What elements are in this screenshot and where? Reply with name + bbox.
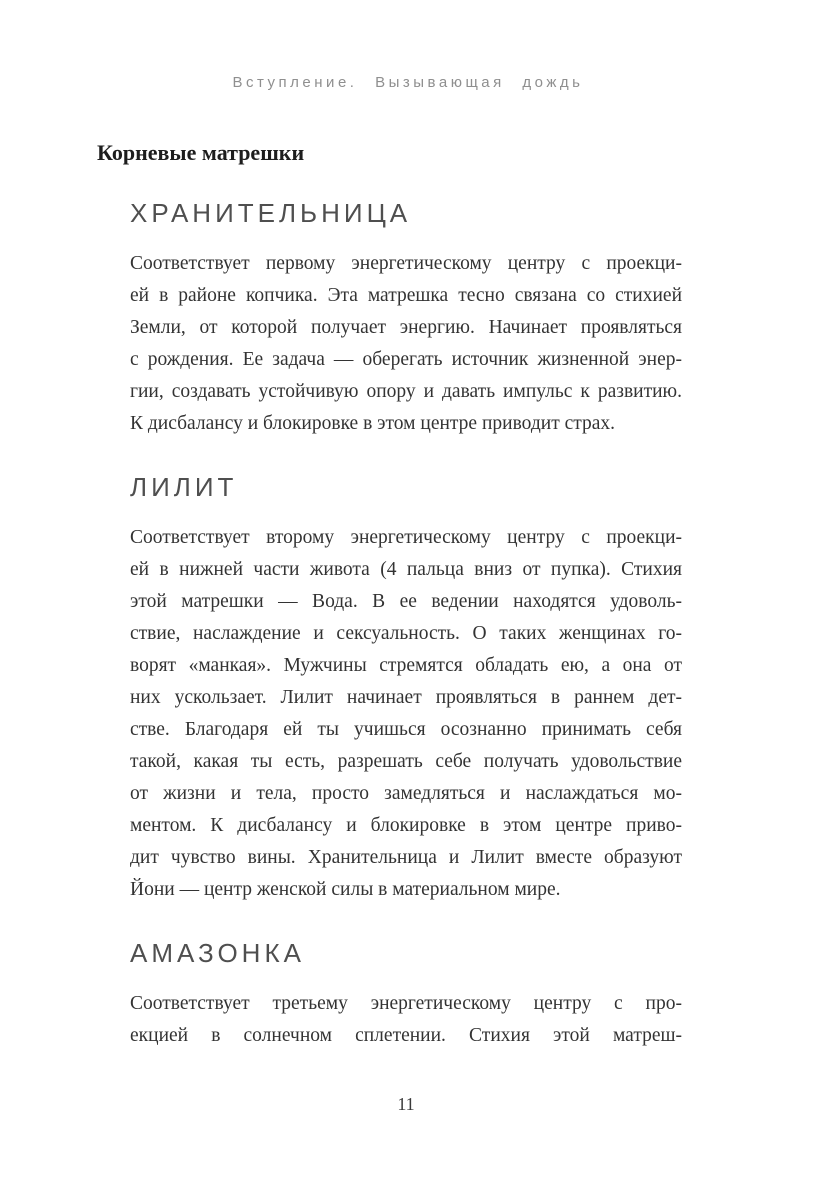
section-heading: АМАЗОНКА (130, 938, 305, 968)
section-heading: ЛИЛИТ (130, 472, 238, 502)
paragraph-line: Йони — центр женской силы в материальном мире. (130, 879, 561, 900)
section-paragraph (130, 522, 682, 906)
section-paragraph (130, 248, 682, 440)
paragraph-line: ствие, наслаждение и сексуальность. О таких женщинах го- (130, 623, 682, 644)
section-khranitelnitsa (130, 198, 682, 440)
section-paragraph (130, 988, 682, 1052)
section-lilit (130, 472, 682, 906)
paragraph-line: дит чувство вины. Хранительница и Лилит вместе образуют (130, 847, 682, 868)
paragraph-line: екцией в солнечном сплетении. Стихия этой матреш- (130, 1025, 682, 1046)
running-header: Вступление. Вызывающая дождь (232, 74, 584, 91)
paragraph-line: ментом. К дисбалансу и блокировке в этом центре приво- (130, 815, 682, 836)
section-heading: ХРАНИТЕЛЬНИЦА (130, 198, 412, 228)
paragraph-line: ей в районе копчика. Эта матрешка тесно связана со стихией (130, 285, 682, 306)
text-block (130, 198, 682, 1052)
paragraph-line: этой матрешки — Вода. В ее ведении находятся удоволь- (130, 591, 682, 612)
paragraph-line: ворят «манкая». Мужчины стремятся обладать ею, а она от (130, 655, 682, 676)
paragraph-line: них ускользает. Лилит начинает проявляться в раннем дет- (130, 687, 682, 708)
paragraph-line: К дисбалансу и блокировке в этом центре приводит страх. (130, 413, 616, 434)
paragraph-line: Земли, от которой получает энергию. Начинает проявляться (130, 317, 682, 338)
paragraph-line: Соответствует третьему энергетическому центру с про- (130, 993, 682, 1014)
paragraph-line: Соответствует второму энергетическому центру с проекци- (130, 527, 682, 548)
section-amazonka (130, 938, 682, 1052)
paragraph-line: такой, какая ты есть, разрешать себе получать удовольствие (130, 751, 682, 772)
page-number: 11 (397, 1094, 415, 1114)
paragraph-line: ей в нижней части живота (4 пальца вниз от пупка). Стихия (130, 559, 682, 580)
paragraph-line: стве. Благодаря ей ты учишься осознанно принимать себя (130, 719, 682, 740)
paragraph-line: от жизни и тела, просто замедляться и наслаждаться мо- (130, 783, 682, 804)
paragraph-line: гии, создавать устойчивую опору и давать импульс к развитию. (130, 381, 682, 402)
paragraph-line: Соответствует первому энергетическому центру с проекци- (130, 253, 682, 274)
paragraph-line: с рождения. Ее задача — оберегать источник жизненной энер- (130, 349, 682, 370)
chapter-subtitle: Корневые матрешки (97, 140, 305, 165)
